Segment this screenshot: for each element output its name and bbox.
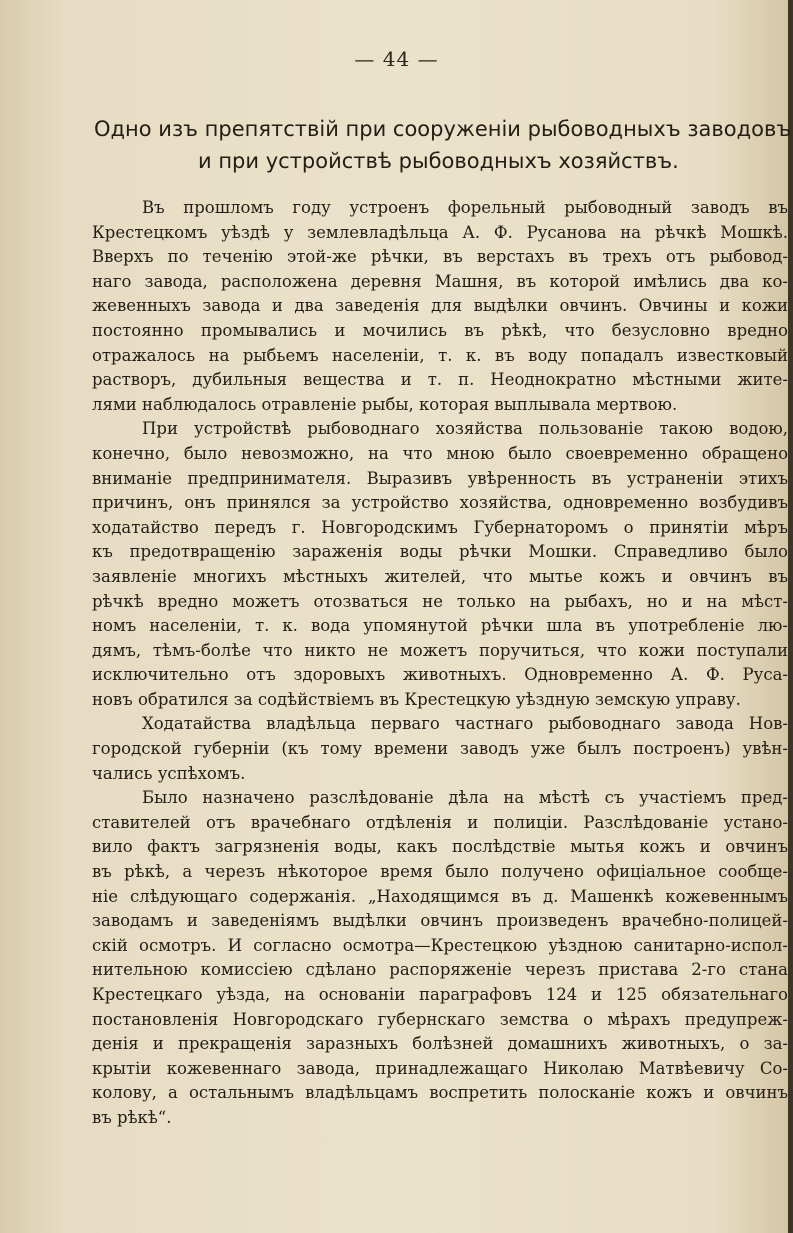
paragraph-3: [92, 712, 792, 786]
text-line: растворъ, дубильныя вещества и т. п. Неоднократно мѣстными жите-: [92, 370, 788, 390]
text-line: жевенныхъ завода и два заведенія для выдѣлки овчинъ. Овчины и кожи: [92, 296, 788, 316]
text-line: Въ прошломъ году устроенъ форельный рыбоводный заводъ въ: [142, 198, 788, 217]
text-line: постановленія Новгородскаго губернскаго земства о мѣрахъ предупреж-: [92, 1009, 788, 1029]
heading-line-2: и при устройствѣ рыбоводныхъ хозяйствъ.: [198, 149, 679, 173]
section-heading: [94, 113, 793, 177]
text-line: Крестецкаго уѣзда, на основаніи параграфовъ 124 и 125 обязательнаго: [92, 985, 788, 1004]
text-line: Ходатайства владѣльца перваго частнаго рыбоводнаго завода Нов-: [142, 714, 788, 734]
text-line: конечно, было невозможно, на что мною было своевременно обращено: [92, 443, 788, 463]
text-line: заводамъ и заведеніямъ выдѣлки овчинъ произведенъ врачебно-полицей-: [92, 911, 788, 931]
text-line: скій осмотръ. И согласно осмотра—Крестецкою уѣздною санитарно-испол-: [92, 935, 788, 955]
paragraph-1: [92, 196, 792, 417]
body-text: [92, 196, 792, 1131]
text-line: денія и прекращенія заразныхъ болѣзней домашнихъ животныхъ, о за-: [92, 1034, 788, 1054]
text-line: нительною комиссіею сдѣлано распоряженіе черезъ пристава 2-го стана: [92, 960, 788, 980]
heading-line-1: Одно изъ препятствій при сооруженіи рыбоводныхъ заводовъ: [94, 117, 792, 141]
text-line: ніе слѣдующаго содержанія. „Находящимся въ д. Машенкѣ кожевеннымъ: [92, 886, 788, 906]
text-line: ходатайство передъ г. Новгородскимъ Губернаторомъ о принятіи мѣръ: [92, 517, 788, 537]
text-line: вниманіе предпринимателя. Выразивъ увѣренность въ устраненіи этихъ: [92, 468, 788, 488]
text-line: причинъ, онъ принялся за устройство хозяйства, одновременно возбудивъ: [92, 493, 788, 513]
text-line: При устройствѣ рыбоводнаго хозяйства пользованіе такою водою,: [142, 419, 788, 439]
page-number: — 44 —: [354, 47, 439, 71]
text-line: Вверхъ по теченію этой-же рѣчки, въ верстахъ въ трехъ отъ рыбовод-: [92, 247, 788, 267]
text-line: отражалось на рыбьемъ населеніи, т. к. въ воду попадалъ известковый: [92, 345, 788, 365]
text-line: колову, а остальнымъ владѣльцамъ воспретить полосканіе кожъ и овчинъ: [92, 1083, 788, 1103]
text-line: дямъ, тѣмъ-болѣе что никто не можетъ поручиться, что кожи поступали: [92, 640, 788, 660]
text-line: въ рѣкѣ, а черезъ нѣкоторое время было получено офиціальное сообще-: [92, 862, 788, 882]
text-line: чались успѣхомъ.: [92, 763, 246, 783]
text-line: въ рѣкѣ“.: [92, 1107, 172, 1127]
paragraph-4: [92, 786, 792, 1130]
text-line: крытіи кожевеннаго завода, принадлежащаго Николаю Матвѣевичу Со-: [92, 1058, 788, 1078]
text-line: новъ обратился за содѣйствіемъ въ Крестецкую уѣздную земскую управу.: [92, 689, 741, 709]
text-line: наго завода, расположена деревня Машня, въ которой имѣлись два ко-: [92, 271, 788, 291]
text-line: рѣчкѣ вредно можетъ отозваться не только на рыбахъ, но и на мѣст-: [92, 591, 788, 611]
text-line: постоянно промывались и мочились въ рѣкѣ, что безусловно вредно: [92, 320, 788, 340]
text-line: вило фактъ загрязненія воды, какъ послѣдствіе мытья кожъ и овчинъ: [92, 837, 788, 857]
text-line: ставителей отъ врачебнаго отдѣленія и полиціи. Разслѣдованіе устано-: [92, 812, 788, 832]
text-line: лями наблюдалось отравленіе рыбы, которая выплывала мертвою.: [92, 394, 678, 414]
text-line: Было назначено разслѣдованіе дѣла на мѣстѣ съ участіемъ пред-: [142, 788, 788, 808]
text-line: городской губерніи (къ тому времени заводъ уже былъ построенъ) увѣн-: [92, 739, 788, 759]
paragraph-2: [92, 417, 792, 712]
text-line: исключительно отъ здоровыхъ животныхъ. Одновременно А. Ф. Руса-: [92, 665, 788, 685]
text-line: Крестецкомъ уѣздѣ у землевладѣльца А. Ф. Русанова на рѣчкѣ Мошкѣ.: [92, 222, 788, 242]
text-line: номъ населеніи, т. к. вода упомянутой рѣчки шла въ употребленіе лю-: [92, 616, 788, 636]
text-line: къ предотвращенію зараженія воды рѣчки Мошки. Справедливо было: [92, 542, 788, 562]
text-line: заявленіе многихъ мѣстныхъ жителей, что мытье кожъ и овчинъ въ: [92, 566, 788, 586]
